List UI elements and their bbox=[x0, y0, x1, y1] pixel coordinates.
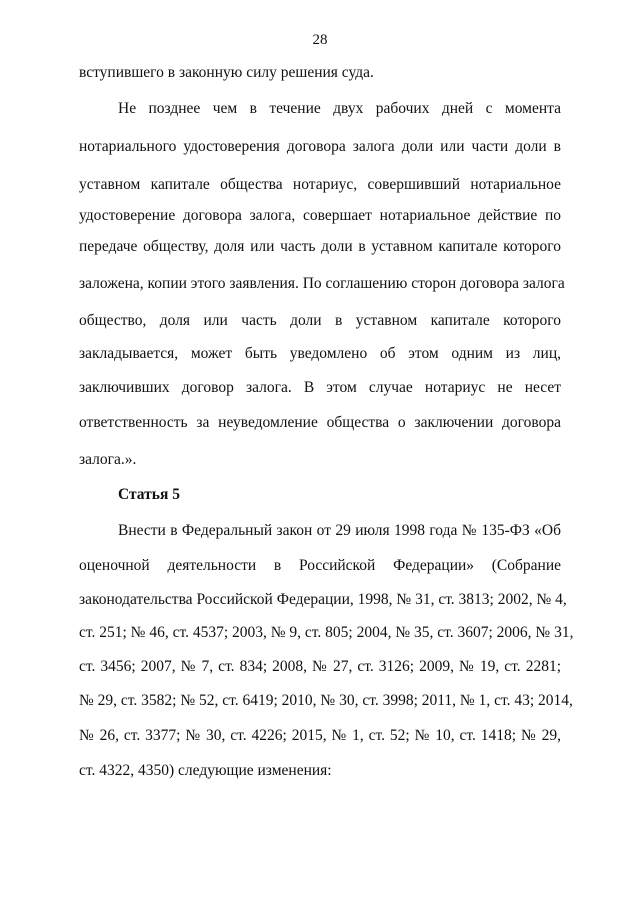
text-line: удостоверение договора залога, совершает нотариальное действие по bbox=[79, 207, 561, 224]
text-line: закладывается, может быть уведомлено об этом одним из лиц, bbox=[79, 345, 561, 362]
text-line: заключивших договор залога. В этом случае нотариус не несет bbox=[79, 379, 561, 396]
text-line: ст. 251; № 46, ст. 4537; 2003, № 9, ст. 805; 2004, № 35, ст. 3607; 2006, № 31, bbox=[79, 624, 574, 641]
page-number: 28 bbox=[312, 32, 328, 48]
text-line: общество, доля или часть доли в уставном капитале которого bbox=[79, 312, 561, 329]
text-line: ст. 3456; 2007, № 7, ст. 834; 2008, № 27, ст. 3126; 2009, № 19, ст. 2281; bbox=[79, 658, 561, 675]
text-line: передаче обществу, доля или часть доли в уставном капитале которого bbox=[79, 238, 561, 255]
text-line: уставном капитале общества нотариус, совершивший нотариальное bbox=[79, 176, 561, 193]
text-line: Не позднее чем в течение двух рабочих дней с момента bbox=[118, 100, 561, 117]
text-line: заложена, копии этого заявления. По соглашению сторон договора залога bbox=[79, 275, 565, 292]
text-line: ответственность за неуведомление общества о заключении договора bbox=[79, 414, 561, 431]
text-line: Внести в Федеральный закон от 29 июля 1998 года № 135-ФЗ «Об bbox=[118, 522, 561, 539]
text-line: № 26, ст. 3377; № 30, ст. 4226; 2015, № 1, ст. 52; № 10, ст. 1418; № 29, bbox=[79, 727, 561, 744]
text-line: оценочной деятельности в Российской Федерации» (Собрание bbox=[79, 557, 561, 574]
text-line: ст. 4322, 4350) следующие изменения: bbox=[79, 762, 332, 779]
article-heading: Статья 5 bbox=[118, 486, 180, 503]
text-line: вступившего в законную силу решения суда. bbox=[79, 64, 374, 81]
text-line: залога.». bbox=[79, 451, 137, 468]
text-line: № 29, ст. 3582; № 52, ст. 6419; 2010, № 30, ст. 3998; 2011, № 1, ст. 43; 2014, bbox=[79, 692, 573, 709]
text-line: нотариального удостоверения договора залога доли или части доли в bbox=[79, 138, 561, 155]
text-line: законодательства Российской Федерации, 1998, № 31, ст. 3813; 2002, № 4, bbox=[79, 591, 567, 608]
